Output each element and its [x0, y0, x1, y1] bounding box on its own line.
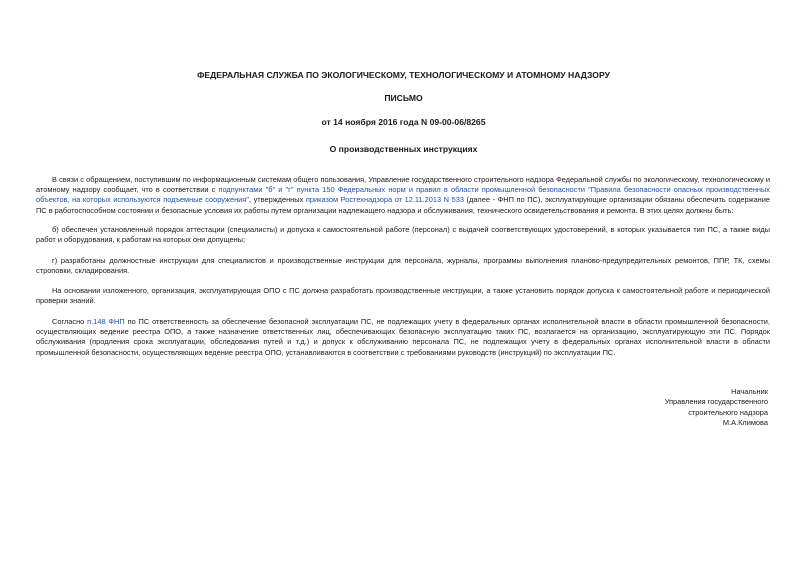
paragraph-5-text-b: по ПС ответственность за обеспечение безопасной эксплуатации ПС, не подлежащих учету в федеральных органах исполнительной власти в области промышленной безопасности, осуществляющих ведение реестра ОПО, а также назначение ответственных лиц, обеспечивающих безопасную эксплуатацию таких ПС, возлагается на организацию, эксплуатирующую эти ПС. Порядок обслуживания (продления срока эксплуатации, обследования путей и т.д.) и допуск к обслуживанию персонала ПС, не подлежащих учету в федеральных органах исполнительной власти в области промышленной безопасности, осуществляющих ведение реестра ОПО, устанавливаются в соответствии с требованиями руководств (инструкций) по эксплуатации ПС. [36, 317, 770, 357]
signature-department-cont: строительного надзора [688, 407, 768, 417]
signature-block [618, 387, 768, 428]
signature-department: Управления государственного [664, 397, 768, 407]
paragraph-1 [36, 175, 770, 216]
link-fnp-subpoints[interactable]: подпунктами "б" и "г" пункта 150 Федеральных норм и правил в области промышленной безопасности "Правила безопасности опасных производственных объектов, на которых используются подъемные сооружения" [36, 185, 770, 205]
paragraph-5 [36, 317, 770, 358]
paragraph-5-text-a: Согласно [52, 317, 88, 326]
link-order-533[interactable]: приказом Ростехнадзора от 12.11.2013 N 533 [305, 195, 464, 205]
link-p148-fnp[interactable]: п.148 ФНП [87, 317, 125, 326]
document-subject: О производственных инструкциях [329, 144, 478, 154]
paragraph-1-text-a: В связи с обращением, поступившим по информационным системам общего пользования, Управление государственного строительного надзора Федеральной службы по экологическому, технологическому и атомному надзору сообщает, что в соответствии с [36, 175, 770, 195]
signature-name: М.А.Климова [722, 417, 768, 427]
paragraph-2: б) обеспечен установленный порядок аттестации (специалисты) и допуска к самостоятельной работе (персонал) с выдачей соответствующих удостоверений, в которых указывается тип ПС, а также виды работ и оборудования, к работам на которых они допущены; [36, 225, 770, 245]
signature-position: Начальник [731, 387, 768, 396]
document-type: ПИСЬМО [384, 93, 423, 103]
paragraph-1-text-c: (далее - ФНП по ПС), эксплуатирующие организации обязаны обеспечить содержание ПС в работоспособном состоянии и безопасные условия их работы путем организации надлежащего надзора и обслуживания, технического освидетельствования и ремонта. В этих целях должны быть: [36, 195, 771, 215]
paragraph-4: На основании изложенного, организация, эксплуатирующая ОПО с ПС должна разработать производственные инструкции, а также установить порядок допуска к самостоятельной работе и периодической проверки знаний. [36, 286, 770, 306]
agency-title: ФЕДЕРАЛЬНАЯ СЛУЖБА ПО ЭКОЛОГИЧЕСКОМУ, ТЕХНОЛОГИЧЕСКОМУ И АТОМНОМУ НАДЗОРУ [197, 70, 610, 80]
document-date-number: от 14 ноября 2016 года N 09-00-06/8265 [321, 117, 486, 127]
paragraph-1-text-b: , утвержденных [248, 195, 306, 205]
paragraph-3: г) разработаны должностные инструкции для специалистов и производственные инструкции для персонала, журналы, программы выполнения планово-предупредительных ремонтов, ППР, ТК, схемы строповки, складирования. [36, 256, 770, 276]
